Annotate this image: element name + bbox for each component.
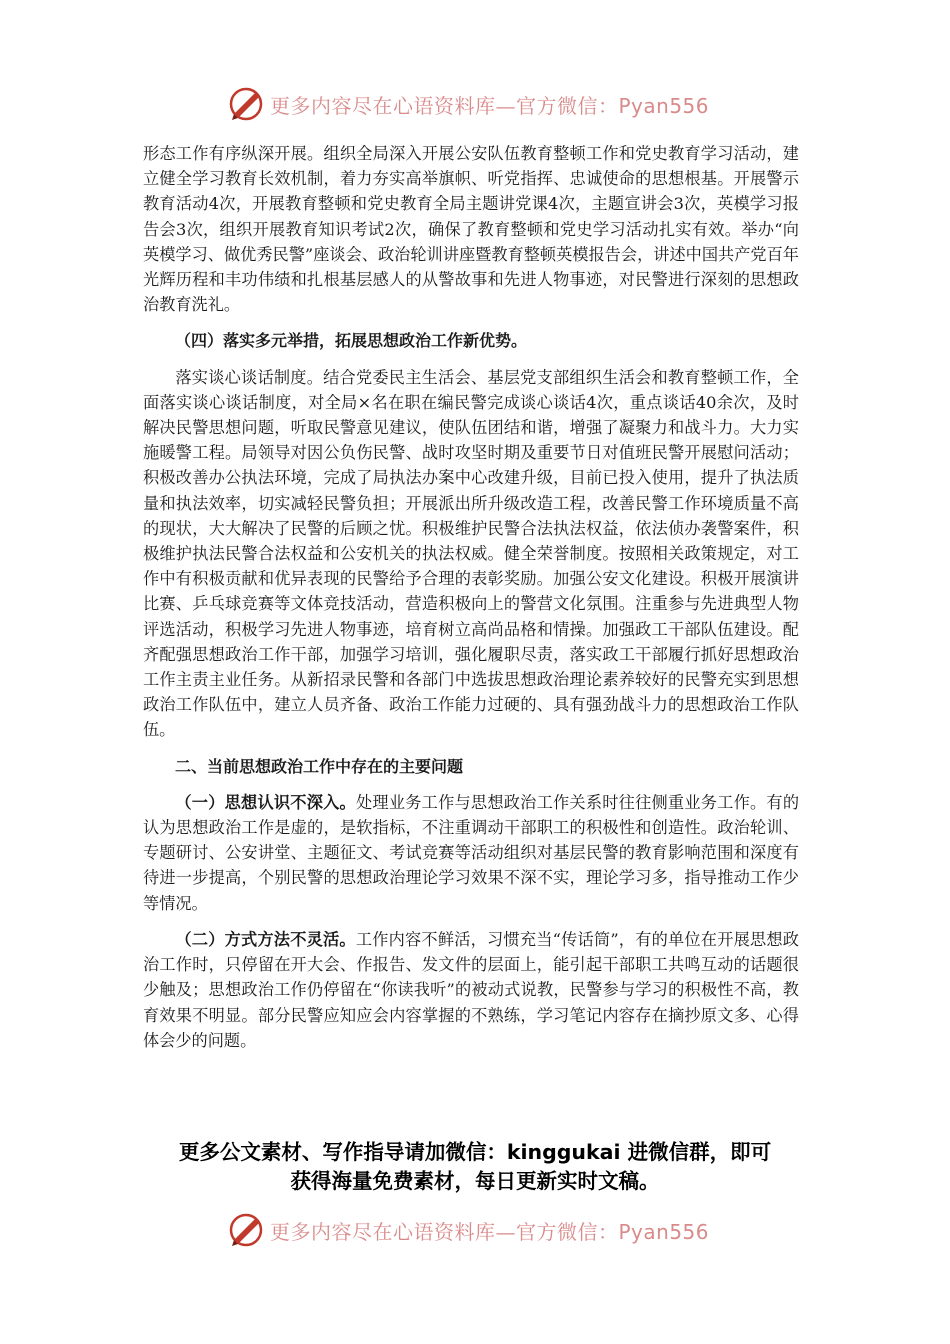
header-banner-text: 更多内容尽在心语资料库—官方微信：Pyan556 xyxy=(270,93,710,118)
paragraph-problem-2 xyxy=(143,927,799,1053)
section-heading-4: （四）落实多元举措，拓展思想政治工作新优势。 xyxy=(175,331,528,351)
footer-banner xyxy=(226,1210,709,1250)
section-heading-problems: 二、当前思想政治工作中存在的主要问题 xyxy=(175,756,464,776)
promo-line-1: 更多公文素材、写作指导请加微信：kinggukai 进微信群，即可 xyxy=(178,1140,772,1164)
paragraph-continuation: 形态工作有序纵深开展。组织全局深入开展公安队伍教育整顿工作和党史教育学习活动，建立健全学习教育长效机制，着力夯实高举旗帜、听党指挥、忠诚使命的思想根基。开展警示教育活动4次，开展教育整顿和党史教育全局主题讲党课4次，主题宣讲会3次，英模学习报告会3次，组织开展教育知识考试2次，确保了教育整顿和党史学习活动扎实有效。举办“向英模学习、做优秀民警”座谈会、政治轮训讲座暨教育整顿英模报告会，讲述中国共产党百年光辉历程和丰功伟绩和扎根基层感人的从警故事和先进人物事迹，对民警进行深刻的思想政治教育洗礼。 xyxy=(143,144,799,315)
problem-1-lead: （一）思想认识不深入。 xyxy=(175,792,356,812)
promo-notice xyxy=(140,1138,810,1196)
paragraph-measures: 落实谈心谈话制度。结合党委民主生活会、基层党支部组织生活会和教育整顿工作，全面落实谈心谈话制度，对全局×名在职在编民警完成谈心谈话4次，重点谈话40余次，及时解决民警思想问题，听取民警意见建议，使队伍团结和谐，增强了凝聚力和战斗力。大力实施暖警工程。局领导对因公负伤民警、战时攻坚时期及重要节日对值班民警开展慰问活动；积极改善办公执法环境，完成了局执法办案中心改建升级，目前已投入使用，提升了执法质量和执法效率，切实减轻民警负担；开展派出所升级改造工程，改善民警工作环境质量不高的现状，大大解决了民警的后顾之忧。积极维护民警合法执法权益，依法侦办袭警案件，积极维护执法民警合法权益和公安机关的执法权威。健全荣誉制度。按照相关政策规定，对工作中有积极贡献和优异表现的民警给予合理的表彰奖励。加强公安文化建设。积极开展演讲比赛、乒乓球竞赛等文体竞技活动，营造积极向上的警营文化氛围。注重参与先进典型人物评选活动，积极学习先进人物事迹，培育树立高尚品格和情操。加强政工干部队伍建设。配齐配强思想政治工作干部，加强学习培训，强化履职尽责，落实政工干部履行抓好思想政治工作主责主业任务。从新招录民警和各部门中选拔思想政治理论素养较好的民警充实到思想政治工作队伍中，建立人员齐备、政治工作能力过硬的、具有强劲战斗力的思想政治工作队伍。 xyxy=(143,367,799,740)
problem-1-text: 处理业务工作与思想政治工作关系时往往侧重业务工作。有的认为思想政治工作是虚的，是软指标，不注重调动干部职工的积极性和创造性。政治轮训、专题研讨、公安讲堂、主题征文、考试竞赛等活动组织对基层民警的教育影响范围和深度有待进一步提高，个别民警的思想政治理论学习效果不深不实，理论学习多，指导推动工作少等情况。 xyxy=(143,792,800,913)
footer-banner-text: 更多内容尽在心语资料库—官方微信：Pyan556 xyxy=(270,1219,710,1244)
paragraph-problem-1 xyxy=(143,790,799,916)
problem-2-text: 工作内容不鲜活，习惯充当“传话筒”，有的单位在开展思想政治工作时，只停留在开大会、作报告、发文件的层面上，能引起干部职工共鸣互动的话题很少触及；思想政治工作仍停留在“你读我听”的被动式说教，民警参与学习的积极性不高，教育效果不明显。部分民警应知应会内容掌握的不熟练，学习笔记内容存在摘抄原文多、心得体会少的问题。 xyxy=(143,929,799,1050)
pen-logo-icon xyxy=(226,1210,266,1250)
promo-line-2: 获得海量免费素材，每日更新实时文稿。 xyxy=(290,1169,660,1193)
pen-logo-icon xyxy=(226,84,266,124)
document-body xyxy=(143,141,799,1053)
problem-2-lead: （二）方式方法不灵活。 xyxy=(175,929,356,949)
header-banner xyxy=(226,84,709,124)
